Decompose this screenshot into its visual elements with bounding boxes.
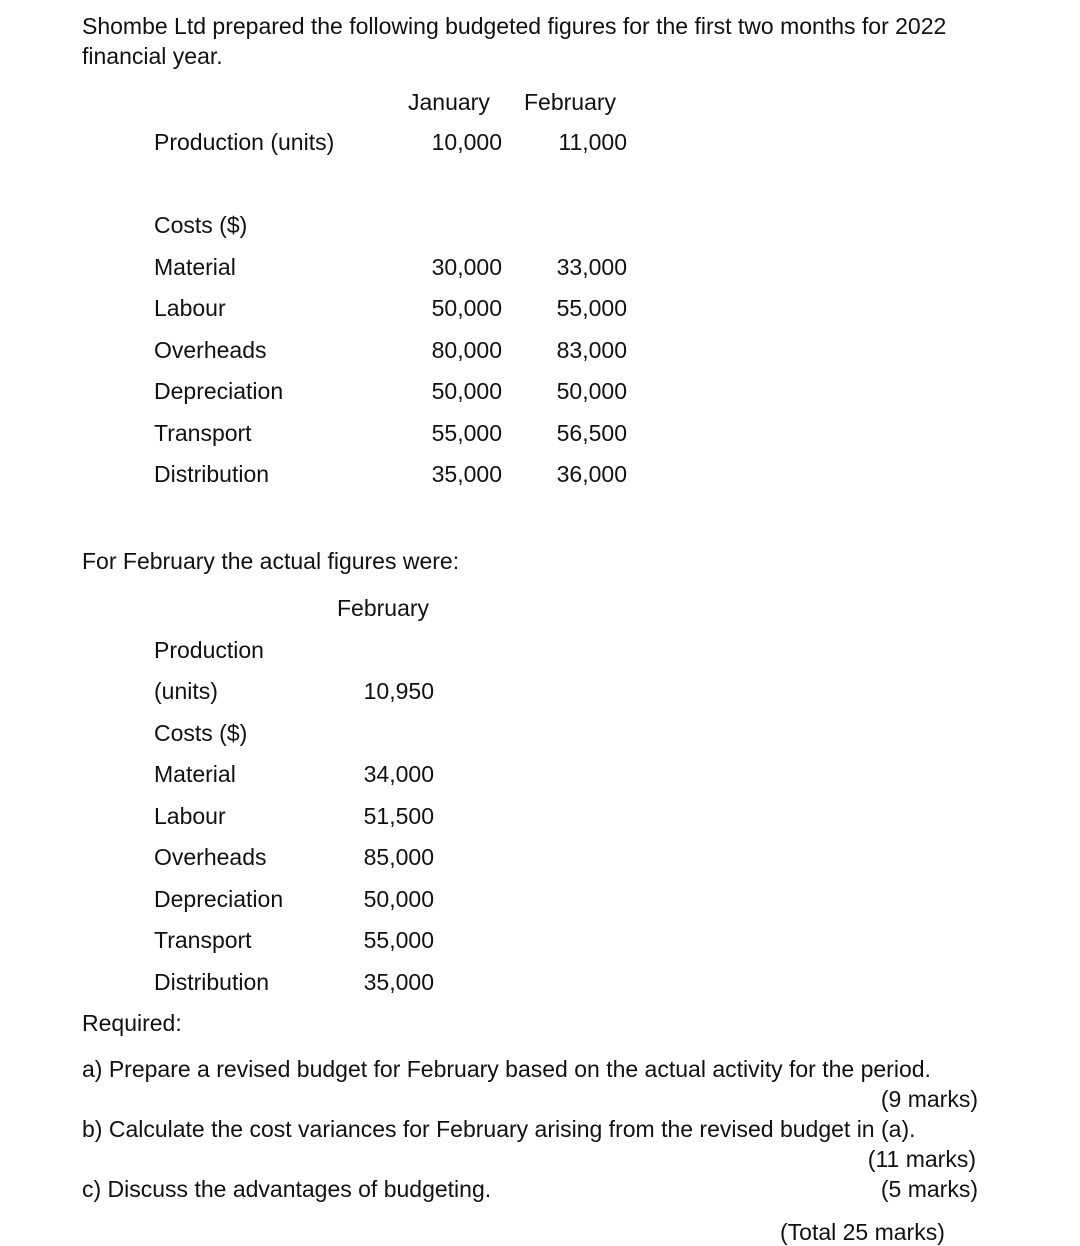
row-label: Overheads bbox=[154, 337, 267, 363]
row-label: Material bbox=[154, 254, 236, 280]
question-a-text: a) Prepare a revised budget for February based on the actual activity for the period. bbox=[82, 1056, 931, 1082]
row-february: 55,000 bbox=[556, 295, 627, 321]
budget-production-february: 11,000 bbox=[558, 129, 627, 155]
row-value: 85,000 bbox=[363, 844, 434, 870]
row-february: 50,000 bbox=[556, 378, 627, 404]
row-label: Depreciation bbox=[154, 886, 284, 912]
total-marks-clipped bbox=[780, 1212, 980, 1245]
row-february: 33,000 bbox=[556, 254, 627, 280]
budget-costs-header: Costs ($) bbox=[154, 212, 248, 238]
row-january: 30,000 bbox=[431, 254, 502, 280]
row-value: 55,000 bbox=[363, 927, 434, 953]
row-label: Labour bbox=[154, 295, 226, 321]
required-heading: Required: bbox=[82, 1010, 182, 1036]
actual-costs-header: Costs ($) bbox=[154, 720, 248, 746]
intro-line-2: financial year. bbox=[82, 43, 223, 69]
row-february: 56,500 bbox=[556, 420, 627, 446]
row-label: Distribution bbox=[154, 969, 270, 995]
row-value: 50,000 bbox=[363, 886, 434, 912]
actual-production-label-1: Production bbox=[154, 637, 264, 663]
budget-production-january: 10,000 bbox=[431, 129, 502, 155]
row-label: Depreciation bbox=[154, 378, 284, 404]
row-february: 83,000 bbox=[556, 337, 627, 363]
row-label: Transport bbox=[154, 927, 252, 953]
budget-production-label: Production (units) bbox=[154, 129, 335, 155]
row-label: Material bbox=[154, 761, 236, 787]
row-january: 80,000 bbox=[431, 337, 502, 363]
row-january: 50,000 bbox=[431, 295, 502, 321]
row-value: 35,000 bbox=[363, 969, 434, 995]
question-c-marks: (5 marks) bbox=[880, 1176, 978, 1202]
actual-intro: For February the actual figures were: bbox=[82, 548, 460, 574]
row-january: 55,000 bbox=[431, 420, 502, 446]
budget-col-february: February bbox=[524, 89, 617, 115]
row-label: Overheads bbox=[154, 844, 267, 870]
intro-line-1: Shombe Ltd prepared the following budgeted figures for the first two months for 2022 bbox=[82, 13, 947, 39]
actual-production-value: 10,950 bbox=[363, 678, 434, 704]
row-february: 36,000 bbox=[556, 461, 627, 487]
row-january: 35,000 bbox=[431, 461, 502, 487]
total-marks: (Total 25 marks) bbox=[780, 1219, 945, 1245]
question-b-text: b) Calculate the cost variances for February arising from the revised budget in (a). bbox=[82, 1116, 916, 1142]
row-label: Labour bbox=[154, 803, 226, 829]
actual-production-label-2: (units) bbox=[154, 678, 218, 704]
budget-col-january: January bbox=[408, 89, 490, 115]
row-label: Transport bbox=[154, 420, 252, 446]
row-label: Distribution bbox=[154, 461, 270, 487]
actual-col-february: February bbox=[337, 595, 430, 621]
row-value: 51,500 bbox=[363, 803, 434, 829]
question-b-marks: (11 marks) bbox=[867, 1146, 976, 1172]
question-c-text: c) Discuss the advantages of budgeting. bbox=[82, 1176, 492, 1202]
row-january: 50,000 bbox=[431, 378, 502, 404]
row-value: 34,000 bbox=[363, 761, 434, 787]
question-a-marks: (9 marks) bbox=[880, 1086, 978, 1112]
